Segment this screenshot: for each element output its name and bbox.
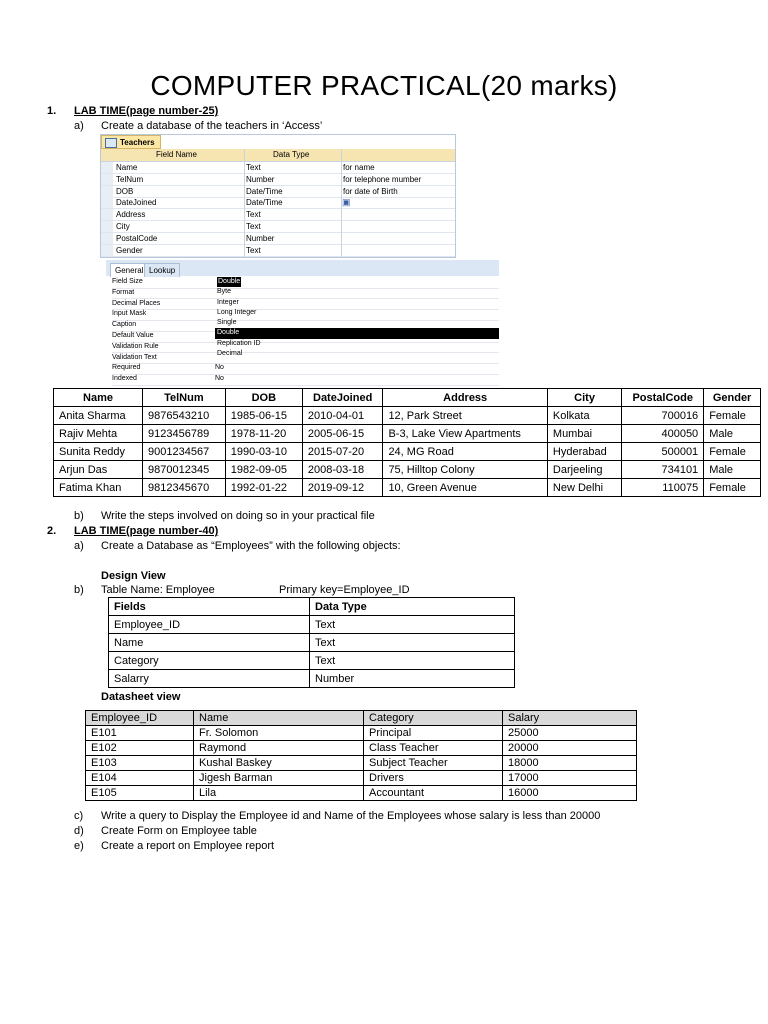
table-icon <box>105 138 117 148</box>
access-field-name: PostalCode <box>116 233 158 243</box>
design-view-heading: Design View <box>101 570 166 582</box>
access-field-name: TelNum <box>116 174 144 184</box>
table-cell: Employee_ID <box>109 616 310 634</box>
datasheet-table <box>85 710 637 801</box>
access-field-type: Text <box>246 245 261 255</box>
table-cell: Kolkata <box>547 407 621 425</box>
table-cell: Text <box>310 616 515 634</box>
property-value: No <box>215 375 224 383</box>
q2e-text: Create a report on Employee report <box>101 840 275 852</box>
builder-icon: ▣ <box>342 197 351 207</box>
access-table-tab: Teachers <box>101 135 161 149</box>
table-cell: 10, Green Avenue <box>383 479 547 497</box>
table-cell: E104 <box>86 771 194 786</box>
table-cell: Fatima Khan <box>54 479 143 497</box>
row-selector <box>101 245 113 256</box>
table-row <box>54 443 761 461</box>
table-cell: E101 <box>86 726 194 741</box>
property-label: Default Value <box>112 332 154 339</box>
table-cell: Drivers <box>364 771 503 786</box>
field-size-option-selected: Double <box>215 328 499 338</box>
access-field-row <box>101 162 455 174</box>
row-selector <box>101 233 113 244</box>
access-field-row <box>101 174 455 186</box>
access-field-desc: for telephone mumber <box>343 174 422 184</box>
access-field-desc: for date of Birth <box>343 186 398 196</box>
access-field-type: Date/Time <box>246 186 283 196</box>
table-cell: Male <box>704 425 761 443</box>
table-cell: 20000 <box>503 741 637 756</box>
table-cell: E105 <box>86 786 194 801</box>
column-header: Salary <box>503 711 637 726</box>
table-row <box>54 461 761 479</box>
q1-number: 1. <box>47 105 57 117</box>
table-cell: Number <box>310 670 515 688</box>
q1a-text: Create a database of the teachers in ‘Access’ <box>101 120 323 132</box>
table-name-text: Table Name: Employee <box>101 584 215 596</box>
table-cell: Hyderabad <box>547 443 621 461</box>
table-cell: Class Teacher <box>364 741 503 756</box>
column-header: Name <box>194 711 364 726</box>
table-cell: 1992-01-22 <box>225 479 302 497</box>
access-field-desc: for name <box>343 163 375 172</box>
property-label: Field Size <box>112 278 143 285</box>
table-cell: Female <box>704 443 761 461</box>
table-cell: 1990-03-10 <box>225 443 302 461</box>
table-row <box>54 425 761 443</box>
table-row <box>86 726 637 741</box>
column-header: Fields <box>109 598 310 616</box>
q2e-label: e) <box>74 840 84 852</box>
column-header: DateJoined <box>302 389 383 407</box>
table-cell: 9870012345 <box>143 461 226 479</box>
row-selector <box>101 186 113 197</box>
table-cell: 400050 <box>622 425 704 443</box>
property-label: Required <box>112 364 141 372</box>
teachers-table <box>53 388 761 497</box>
table-cell: E102 <box>86 741 194 756</box>
table-cell: Accountant <box>364 786 503 801</box>
access-field-name: City <box>116 222 130 231</box>
table-cell: 1982-09-05 <box>225 461 302 479</box>
table-cell: E103 <box>86 756 194 771</box>
field-size-option: Replication ID <box>217 339 261 347</box>
table-row <box>86 741 637 756</box>
tab-general: General <box>110 263 148 277</box>
q2a-label: a) <box>74 540 84 552</box>
q2-heading: LAB TIME(page number-40) <box>74 525 219 537</box>
column-header: Employee_ID <box>86 711 194 726</box>
table-cell: 700016 <box>622 407 704 425</box>
data-type-header: Data Type <box>273 150 310 159</box>
field-properties-panel <box>106 260 499 386</box>
table-cell: Principal <box>364 726 503 741</box>
access-field-type: Text <box>246 163 261 172</box>
table-cell: 9812345670 <box>143 479 226 497</box>
column-header: Gender <box>704 389 761 407</box>
table-cell: New Delhi <box>547 479 621 497</box>
table-cell: Anita Sharma <box>54 407 143 425</box>
field-size-option: Long Integer <box>217 308 257 316</box>
page-title: COMPUTER PRACTICAL(20 marks) <box>150 70 618 101</box>
field-name-header: Field Name <box>156 150 197 159</box>
access-field-row <box>101 221 455 233</box>
table-cell: Text <box>310 634 515 652</box>
field-size-option: Decimal <box>217 350 243 358</box>
tab-lookup: Lookup <box>144 263 180 277</box>
table-cell: Lila <box>194 786 364 801</box>
access-field-type: Text <box>246 210 261 220</box>
q1-heading: LAB TIME(page number-25) <box>74 105 219 117</box>
table-cell: 16000 <box>503 786 637 801</box>
table-cell: 1978-11-20 <box>225 425 302 443</box>
table-row <box>109 652 515 670</box>
q2-number: 2. <box>47 525 57 537</box>
column-header: Name <box>54 389 143 407</box>
column-header: TelNum <box>143 389 226 407</box>
row-selector <box>101 221 113 232</box>
table-cell: 2015-07-20 <box>302 443 383 461</box>
row-selector <box>101 209 113 220</box>
property-label: Validation Text <box>112 353 157 361</box>
column-header: City <box>547 389 621 407</box>
table-cell: 9123456789 <box>143 425 226 443</box>
table-cell: Male <box>704 461 761 479</box>
column-header: Category <box>364 711 503 726</box>
property-value: No <box>215 364 224 372</box>
access-field-type: Text <box>246 222 261 231</box>
table-cell: 2019-09-12 <box>302 479 383 497</box>
table-cell: Arjun Das <box>54 461 143 479</box>
table-cell: Sunita Reddy <box>54 443 143 461</box>
table-row <box>86 756 637 771</box>
property-label: Format <box>112 288 135 296</box>
table-cell: 110075 <box>622 479 704 497</box>
q2d-label: d) <box>74 825 84 837</box>
q1a-label: a) <box>74 120 84 132</box>
table-row <box>86 771 637 786</box>
table-cell: Darjeeling <box>547 461 621 479</box>
table-cell: 500001 <box>622 443 704 461</box>
table-row <box>86 786 637 801</box>
table-row <box>109 616 515 634</box>
table-cell: Name <box>109 634 310 652</box>
access-field-type: Date/Time <box>246 198 283 208</box>
q2c-label: c) <box>74 810 84 822</box>
primary-key-text: Primary key=Employee_ID <box>279 584 410 596</box>
access-field-name: DateJoined <box>116 198 157 208</box>
row-selector <box>101 174 113 185</box>
q2c-text: Write a query to Display the Employee id and Name of the Employees whose salary is less than 20000 <box>101 810 601 822</box>
table-row <box>109 634 515 652</box>
q2a-text: Create a Database as “Employees” with the following objects: <box>101 540 401 552</box>
table-cell: Female <box>704 407 761 425</box>
access-field-name: Gender <box>116 245 143 255</box>
access-column-header <box>101 149 455 162</box>
design-view-table <box>108 597 515 688</box>
table-cell: Fr. Solomon <box>194 726 364 741</box>
field-size-option: Byte <box>217 288 232 296</box>
access-field-row <box>101 245 455 257</box>
table-cell: 1985-06-15 <box>225 407 302 425</box>
q2b-label: b) <box>74 584 84 596</box>
access-field-row <box>101 233 455 245</box>
table-cell: 24, MG Road <box>383 443 547 461</box>
column-header: DOB <box>225 389 302 407</box>
access-field-name: Name <box>116 163 138 172</box>
table-cell: 12, Park Street <box>383 407 547 425</box>
access-field-row <box>101 209 455 221</box>
field-size-dropdown <box>215 277 499 359</box>
row-selector <box>101 197 113 208</box>
table-cell: 2008-03-18 <box>302 461 383 479</box>
table-row <box>109 670 515 688</box>
property-label: Indexed <box>112 375 137 383</box>
column-header: PostalCode <box>622 389 704 407</box>
access-field-type: Number <box>246 233 275 243</box>
table-cell: Text <box>310 652 515 670</box>
datasheet-header-row <box>86 711 637 726</box>
property-row <box>112 374 499 386</box>
table-cell: Raymond <box>194 741 364 756</box>
table-cell: 9001234567 <box>143 443 226 461</box>
property-label: Input Mask <box>112 310 147 318</box>
access-field-row <box>101 186 455 198</box>
table-cell: 75, Hilltop Colony <box>383 461 547 479</box>
table-cell: Category <box>109 652 310 670</box>
table-row <box>54 479 761 497</box>
table-cell: Jigesh Barman <box>194 771 364 786</box>
property-label: Decimal Places <box>112 299 161 307</box>
access-field-row <box>101 197 455 209</box>
table-cell: 18000 <box>503 756 637 771</box>
field-size-option: Double <box>218 278 241 285</box>
table-cell: Subject Teacher <box>364 756 503 771</box>
table-cell: 2005-06-15 <box>302 425 383 443</box>
table-cell: 17000 <box>503 771 637 786</box>
property-label: Validation Rule <box>112 342 159 350</box>
datasheet-view-heading: Datasheet view <box>101 691 181 703</box>
table-row <box>54 407 761 425</box>
field-size-option: Integer <box>217 298 239 306</box>
field-size-option: Single <box>217 319 237 327</box>
row-selector <box>101 162 113 173</box>
property-row <box>112 363 499 375</box>
column-header: Data Type <box>310 598 515 616</box>
table-cell: Kushal Baskey <box>194 756 364 771</box>
access-design-screenshot <box>100 134 456 258</box>
table-cell: 9876543210 <box>143 407 226 425</box>
table-cell: Mumbai <box>547 425 621 443</box>
q1b-text: Write the steps involved on doing so in your practical file <box>101 510 375 522</box>
table-cell: Rajiv Mehta <box>54 425 143 443</box>
property-label: Caption <box>112 321 137 329</box>
access-field-name: DOB <box>116 186 134 196</box>
table-cell: Female <box>704 479 761 497</box>
table-cell: 25000 <box>503 726 637 741</box>
table-cell: B-3, Lake View Apartments <box>383 425 547 443</box>
table-cell: Salarry <box>109 670 310 688</box>
access-field-name: Address <box>116 210 146 220</box>
table-cell: 2010-04-01 <box>302 407 383 425</box>
q2d-text: Create Form on Employee table <box>101 825 257 837</box>
column-header: Address <box>383 389 547 407</box>
q1b-label: b) <box>74 510 84 522</box>
access-field-type: Number <box>246 174 275 184</box>
table-cell: 734101 <box>622 461 704 479</box>
